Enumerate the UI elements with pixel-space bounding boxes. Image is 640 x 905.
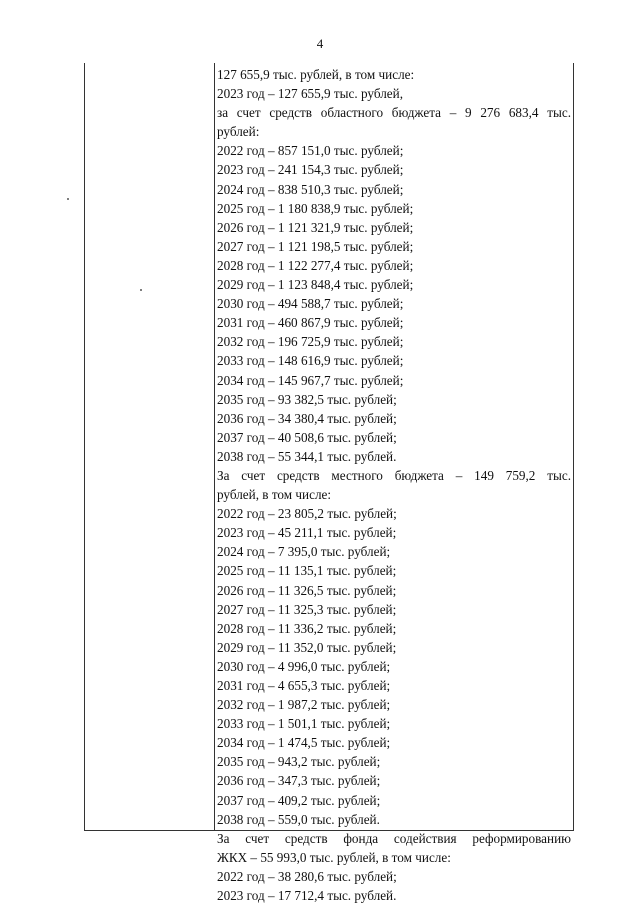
text-line: 2037 год – 409,2 тыс. рублей; [217, 792, 381, 808]
text-line: ЖКХ – 55 993,0 тыс. рублей, в том числе: [217, 849, 451, 865]
scan-speck [67, 198, 69, 200]
text-line: 2031 год – 4 655,3 тыс. рублей; [217, 678, 391, 693]
text-line: 2034 год – 1 474,5 тыс. рублей; [217, 735, 391, 751]
text-line: 2023 год – 241 154,3 тыс. рублей; [217, 162, 404, 178]
text-line: 2023 год – 127 655,9 тыс. рублей, [217, 86, 403, 102]
funding-table [84, 63, 574, 904]
text-line: 2027 год – 1 121 198,5 тыс. рублей; [217, 238, 414, 254]
text-line: 2032 год – 1 987,2 тыс. рублей; [217, 697, 391, 713]
text-line: 2023 год – 45 211,1 тыс. рублей; [217, 525, 397, 541]
text-line: За счет средств местного бюджета – 149 759,2 тыс. [217, 467, 571, 483]
table-label-cell [85, 63, 214, 830]
text-line: 2022 год – 857 151,0 тыс. рублей; [217, 143, 404, 159]
text-line: 2024 год – 7 395,0 тыс. рублей; [217, 544, 391, 560]
page-number: 4 [316, 36, 324, 51]
text-line: 2024 год – 838 510,3 тыс. рублей; [217, 181, 404, 197]
text-line: 2038 год – 55 344,1 тыс. рублей. [217, 448, 397, 464]
text-line: 2029 год – 11 352,0 тыс. рублей; [217, 639, 397, 655]
text-line: 2032 год – 196 725,9 тыс. рублей; [217, 334, 404, 350]
scan-speck [140, 289, 142, 291]
text-line: 2033 год – 148 616,9 тыс. рублей; [217, 353, 404, 369]
text-line: 2028 год – 1 122 277,4 тыс. рублей; [217, 257, 414, 273]
text-line: 2036 год – 347,3 тыс. рублей; [217, 773, 381, 789]
text-line: 2037 год – 40 508,6 тыс. рублей; [217, 429, 397, 445]
text-line: 2023 год – 17 712,4 тыс. рублей. [217, 888, 397, 904]
text-line: 2025 год – 11 135,1 тыс. рублей; [217, 563, 397, 579]
text-line: 2033 год – 1 501,1 тыс. рублей; [217, 716, 391, 732]
text-line: 2025 год – 1 180 838,9 тыс. рублей; [217, 200, 414, 216]
text-line: рублей: [217, 124, 260, 140]
text-line: 2027 год – 11 325,3 тыс. рублей; [217, 601, 397, 617]
text-line: 2034 год – 145 967,7 тыс. рублей; [217, 372, 404, 388]
text-line: рублей, в том числе: [217, 487, 332, 503]
text-line: 127 655,9 тыс. рублей, в том числе: [217, 67, 415, 82]
text-line: 2038 год – 559,0 тыс. рублей. [217, 811, 380, 827]
text-line: за счет средств областного бюджета – 9 276 683,4 тыс. [217, 105, 571, 121]
text-line: 2030 год – 494 588,7 тыс. рублей; [217, 296, 404, 312]
column-divider [214, 63, 215, 830]
text-line: 2022 год – 23 805,2 тыс. рублей; [217, 506, 397, 522]
text-line: 2030 год – 4 996,0 тыс. рублей; [217, 658, 391, 674]
text-line: 2028 год – 11 336,2 тыс. рублей; [217, 620, 397, 636]
text-line: 2026 год – 1 121 321,9 тыс. рублей; [217, 219, 414, 235]
text-line: 2022 год – 38 280,6 тыс. рублей; [217, 868, 397, 884]
text-line: 2035 год – 943,2 тыс. рублей; [217, 754, 381, 770]
table-content-cell [217, 65, 571, 905]
text-line: 2036 год – 34 380,4 тыс. рублей; [217, 410, 397, 426]
text-line: 2026 год – 11 326,5 тыс. рублей; [217, 582, 397, 598]
text-line: За счет средств фонда содействия реформированию [217, 830, 571, 846]
text-line: 2035 год – 93 382,5 тыс. рублей; [217, 391, 397, 407]
text-line: 2031 год – 460 867,9 тыс. рублей; [217, 315, 404, 331]
text-line: 2029 год – 1 123 848,4 тыс. рублей; [217, 277, 414, 293]
